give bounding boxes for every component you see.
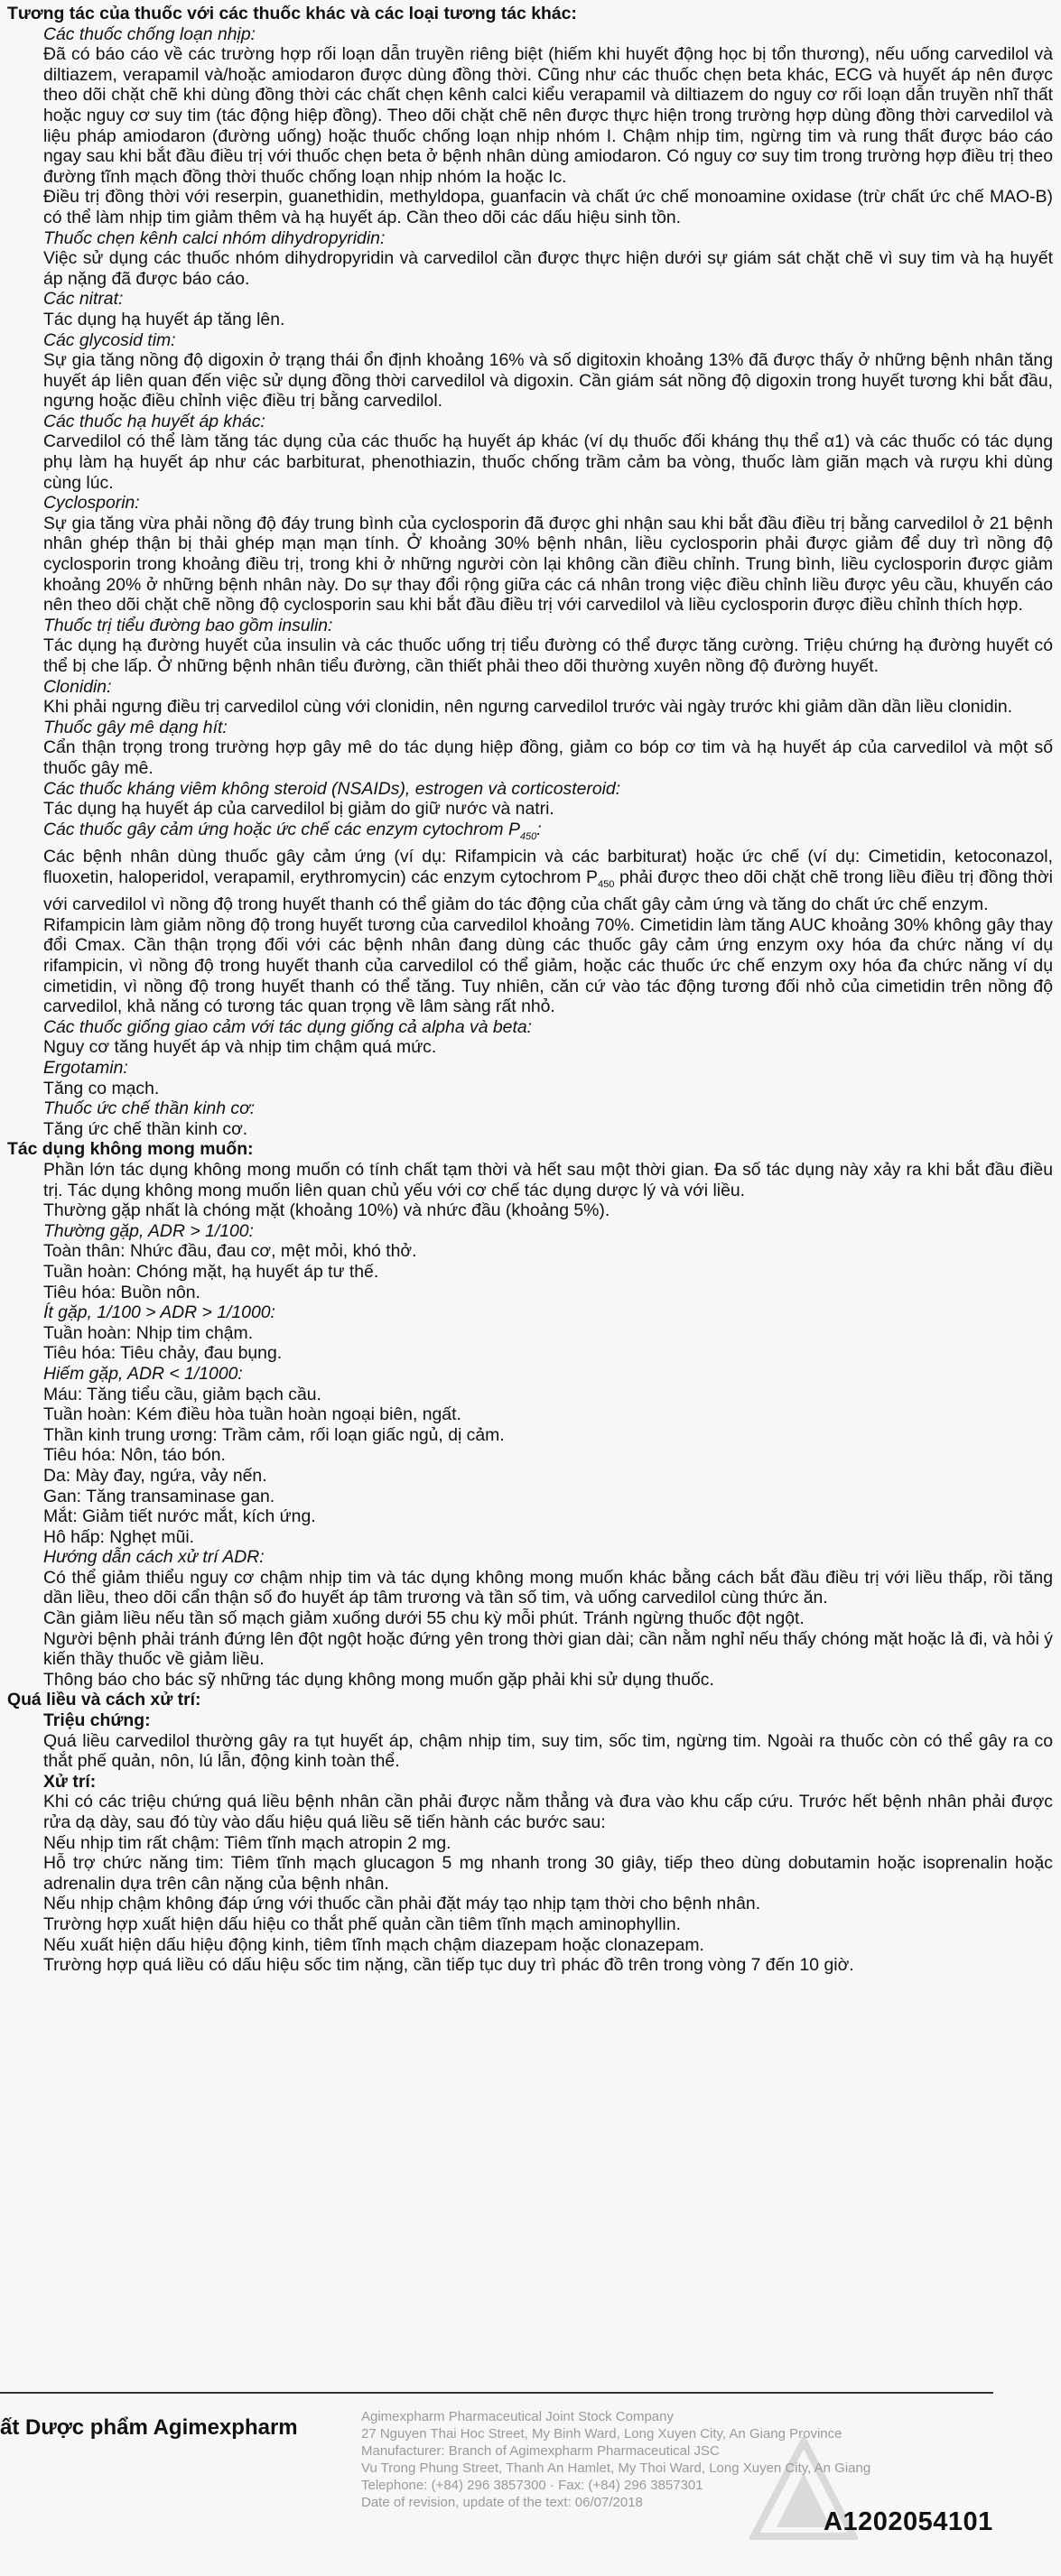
ergotamine-heading: Ergotamin: <box>43 1058 128 1079</box>
antiarrhythmic-text: Đã có báo cáo về các trường hợp rối loạn dẫn truyền riêng biệt (hiếm khi huyết động học bị tổn thương), nếu uống carvedilol và diltiazem, verapamil và/hoặc amiodaron được dùng đồng thời. Cũng như các thuốc chẹn beta khác, ECG và huyết áp nên được theo dõi chặt chẽ khi dùng đồng thời các chất chẹn kênh calci kiểu verapamil và diltiazem do nguy cơ rối loạn dẫn truyền nhĩ thất hoặc nguy cơ suy tim (tác động hiệp đồng). Theo dõi chặt chẽ nên được thực hiện trong trường hợp dùng đồng thời carvedilol và liệu pháp amiodaron (đường uống) hoặc thuốc chống loạn nhịp nhóm I. Chậm nhịp tim, ngừng tim và rung thất được báo cáo ngay sau khi bắt đầu điều trị với thuốc chẹn beta ở bệnh nhân dùng amiodaron. Có nguy cơ suy tim trong trường hợp điều trị theo đường tĩnh mạch đồng thời thuốc chống loạn nhịp nhóm Ia hoặc Ic. <box>43 44 1053 187</box>
nitrate-heading: Các nitrat: <box>43 289 124 310</box>
anesthetic-text: Cẩn thận trọng trong trường hợp gây mê do tác dụng hiệp đồng, giảm co bóp cơ tim và hạ huyết áp của carvedilol và một số thuốc gây mê. <box>43 737 1053 778</box>
management-item: Cần giảm liều nếu tần số mạch giảm xuống dưới 55 chu kỳ mỗi phút. Tránh ngừng thuốc đột ngột. <box>43 1608 805 1629</box>
adverse-item: Tiêu hóa: Buồn nôn. <box>43 1282 200 1302</box>
nsaid-text: Tác dụng hạ huyết áp của carvedilol bị giảm do giữ nước và natri. <box>43 799 554 820</box>
treatment-item: Hỗ trợ chức năng tim: Tiêm tĩnh mạch glucagon 5 mg nhanh trong 30 giây, tiếp theo dùng dobutamin hoặc isoprenalin hoặc adrenalin dựa trên cân nặng của bệnh nhân. <box>43 1853 1053 1894</box>
symptoms-heading: Triệu chứng: <box>43 1710 151 1731</box>
show-through-text <box>361 2408 1047 2511</box>
adverse-common-note: Thường gặp nhất là chóng mặt (khoảng 10%) và nhức đầu (khoảng 5%). <box>43 1200 610 1221</box>
ghost-line: 27 Nguyen Thai Hoc Street, My Binh Ward, Long Xuyen City, An Giang Province <box>361 2426 842 2442</box>
dihydropyridine-text: Việc sử dụng các thuốc nhóm dihydropyridin và carvedilol cần được thực hiện dưới sự giám sát chặt chẽ vì suy tim và hạ huyết áp nặng đã được báo cáo. <box>43 248 1053 289</box>
ghost-line: Telephone: (+84) 296 3857300 · Fax: (+84) 296 3857301 <box>361 2478 703 2493</box>
cyp-heading <box>7 820 1053 847</box>
antihypertensive-heading: Các thuốc hạ huyết áp khác: <box>43 411 265 431</box>
management-item: Có thể giảm thiểu nguy cơ chậm nhịp tim và tác dụng không mong muốn khác bằng cách bắt đầu điều trị với liều thấp, rồi tăng dần liều, theo dõi cẩn thận số đo huyết áp tâm trương và tần số tim, và uống carvedilol cùng thức ăn. <box>43 1567 1053 1608</box>
clonidine-heading: Clonidin: <box>43 676 112 697</box>
adverse-item: Gan: Tăng transaminase gan. <box>43 1486 275 1506</box>
clonidine-text: Khi phải ngưng điều trị carvedilol cùng với clonidin, nên ngưng carvedilol trước vài ngày trước khi giảm dần dần liều clonidin. <box>43 697 1013 718</box>
interactions-heading: Tương tác của thuốc với các thuốc khác và các loại tương tác khác: <box>7 4 577 23</box>
adverse-heading: Tác dụng không mong muốn: <box>7 1139 254 1160</box>
treatment-item: Nếu nhịp tim rất chậm: Tiêm tĩnh mạch atropin 2 mg. <box>43 1832 451 1853</box>
glycoside-text: Sự gia tăng nồng độ digoxin ở trạng thái ổn định khoảng 16% và số digitoxin khoảng 13% đã được thấy ở những bệnh nhân tăng huyết áp liên quan đến việc sử dụng đồng thời carvedilol và digoxin. Cần giám sát nồng độ digoxin trong huyết tương khi bắt đầu, ngưng hoặc điều chỉnh việc điều trị bằng carvedilol. <box>43 350 1053 412</box>
adverse-item: Mắt: Giảm tiết nước mắt, kích ứng. <box>43 1506 316 1527</box>
ghost-line: Agimexpharm Pharmaceutical Joint Stock Company <box>361 2409 674 2424</box>
reserpine-text: Điều trị đồng thời với reserpin, guanethidin, methyldopa, guanfacin và chất ức chế monoamine oxidase (trừ chất ức chế MAO-B) có thể làm nhịp tim giảm thêm và hạ huyết áp. Cần theo dõi các dấu hiệu sinh tồn. <box>43 187 1053 227</box>
antiarrhythmic-heading: Các thuốc chống loạn nhịp: <box>43 23 256 44</box>
antihypertensive-text: Carvedilol có thể làm tăng tác dụng của các thuốc hạ huyết áp khác (ví dụ thuốc đối kháng thụ thể α1) và các thuốc có tác dụng phụ làm hạ huyết áp như các barbiturat, phenothiazin, thuốc chống trầm cảm ba vòng, thuốc làm giãn mạch và rượu khi dùng cùng lúc. <box>43 431 1053 493</box>
footer-divider <box>0 2392 993 2394</box>
ghost-line: Date of revision, update of the text: 06/07/2018 <box>361 2495 643 2510</box>
treatment-item: Trường hợp xuất hiện dấu hiệu co thắt phế quản cần tiêm tĩnh mạch aminophyllin. <box>43 1913 682 1934</box>
insulin-heading: Thuốc trị tiểu đường bao gồm insulin: <box>43 615 333 635</box>
anesthetic-heading: Thuốc gây mê dạng hít: <box>43 717 228 737</box>
symptoms-text: Quá liều carvedilol thường gây ra tụt huyết áp, chậm nhịp tim, suy tim, sốc tim, ngừng tim. Ngoài ra thuốc còn có thể gây ra co thắt phế quản, nôn, lú lẫn, động kinh toàn thể. <box>43 1730 1053 1772</box>
uncommon-heading: Ít gặp, 1/100 > ADR > 1/1000: <box>43 1302 275 1323</box>
cyp-heading-text: Các thuốc gây cảm ứng hoặc ức chế các enzym cytochrom P <box>43 819 520 839</box>
cyp-text-sub: 450 <box>597 878 615 890</box>
ghost-line: Vu Trong Phung Street, Thanh An Hamlet, My Thoi Ward, Long Xuyen City, An Giang <box>361 2460 871 2476</box>
adverse-item: Tuần hoàn: Chóng mặt, hạ huyết áp tư thế. <box>43 1261 379 1282</box>
glycoside-heading: Các glycosid tim: <box>43 329 176 350</box>
treatment-heading: Xử trí: <box>43 1771 97 1792</box>
company-name: ất Dược phẩm Agimexpharm <box>0 2415 298 2440</box>
nsaid-heading: Các thuốc kháng viêm không steroid (NSAIDs), estrogen và corticosteroid: <box>43 778 621 799</box>
adverse-item: Tiêu hóa: Nôn, táo bón. <box>43 1445 226 1466</box>
insulin-text: Tác dụng hạ đường huyết của insulin và các thuốc uống trị tiểu đường có thể được tăng cường. Triệu chứng hạ đường huyết có thể bị che lấp. Ở những bệnh nhân tiểu đường, cần thiết phải theo dõi thường xuyên nồng độ đường huyết. <box>43 635 1053 676</box>
cyp-heading-sub: 450 <box>519 830 537 842</box>
treatment-item: Nếu nhịp chậm không đáp ứng với thuốc cần phải đặt máy tạo nhịp tạm thời cho bệnh nhân. <box>43 1894 761 1914</box>
treatment-item: Nếu xuất hiện dấu hiệu động kinh, tiêm tĩnh mạch chậm diazepam hoặc clonazepam. <box>43 1934 704 1955</box>
neuromuscular-text: Tăng ức chế thần kinh cơ. <box>43 1118 248 1139</box>
cyp-text-b: phải được theo dõi chặt chẽ trong liều điều trị đồng thời với carvedilol vì nồng độ trong huyết thanh có thể giảm do tác động của chất gây cảm ứng và tăng do chất ức chế enzym. <box>43 866 1053 915</box>
adverse-item: Tiêu hóa: Tiêu chảy, đau bụng. <box>43 1343 283 1364</box>
adverse-item: Máu: Tăng tiểu cầu, giảm bạch cầu. <box>43 1384 321 1404</box>
nitrate-text: Tác dụng hạ huyết áp tăng lên. <box>43 309 285 329</box>
adverse-item: Da: Mày đay, ngứa, vảy nến. <box>43 1465 267 1486</box>
overdose-heading: Quá liều và cách xử trí: <box>7 1690 201 1710</box>
ghost-line: Manufacturer: Branch of Agimexpharm Pharmaceutical JSC <box>361 2443 720 2459</box>
common-heading: Thường gặp, ADR > 1/100: <box>43 1220 254 1241</box>
document-code: A1202054101 <box>824 2507 993 2536</box>
management-item: Thông báo cho bác sỹ những tác dụng không mong muốn gặp phải khi sử dụng thuốc. <box>43 1669 714 1690</box>
management-item: Người bệnh phải tránh đứng lên đột ngột hoặc đứng yên trong thời gian dài; cần nằm nghỉ nếu thấy chóng mặt hoặc lả đi, và hỏi ý kiến thầy thuốc về giảm liều. <box>43 1628 1053 1670</box>
cyp-text <box>7 847 1053 915</box>
management-heading: Hướng dẫn cách xử trí ADR: <box>43 1547 265 1568</box>
dihydropyridine-heading: Thuốc chẹn kênh calci nhóm dihydropyridin: <box>43 227 386 248</box>
adverse-item: Hô hấp: Nghẹt mũi. <box>43 1526 195 1547</box>
rifampicin-text: Rifampicin làm giảm nồng độ trong huyết tương của carvedilol khoảng 70%. Cimetidin làm tăng AUC khoảng 30% không gây thay đổi Cmax. Cần thận trọng đối với các bệnh nhân đang dùng các thuốc gây cảm ứng enzym oxy hóa đa chức năng ví dụ rifampicin, vì nồng độ trong huyết thanh của carvedilol có thể giảm, hoặc các thuốc ức chế enzym oxy hóa đa chức năng ví dụ cimetidin, vì nồng độ trong huyết thanh có thể tăng. Tuy nhiên, căn cứ vào tác động tương đối nhỏ của cimetidin trên nồng độ carvedilol, khả năng có tương tác quan trọng về lâm sàng rất nhỏ. <box>43 914 1053 1017</box>
cyclosporin-heading: Cyclosporin: <box>43 493 140 514</box>
adverse-item: Toàn thân: Nhức đầu, đau cơ, mệt mỏi, khó thở. <box>43 1241 417 1262</box>
cyclosporin-text: Sự gia tăng vừa phải nồng độ đáy trung bình của cyclosporin đã được ghi nhận sau khi bắt đầu điều trị bằng carvedilol ở 21 bệnh nhân ghép thận bị thải ghép mạn mạn tính. Ở khoảng 30% bệnh nhân, liều cyclosporin phải được giảm để duy trì nồng độ cyclosporin trong khoảng điều trị, trong khi ở những người còn lại không cần điều chỉnh. Trung bình, liều cyclosporin được giảm khoảng 20% ở những bệnh nhân này. Do sự thay đổi rộng giữa các cá nhân trong việc điều chỉnh liều được yêu cầu, khuyến cáo nên theo dõi chặt chẽ nồng độ cyclosporin sau khi bắt đầu điều trị với carvedilol và liều cyclosporin được điều chỉnh thích hợp. <box>43 513 1053 616</box>
cyp-heading-suffix: : <box>536 819 542 839</box>
sympathomimetic-text: Nguy cơ tăng huyết áp và nhịp tim chậm quá mức. <box>43 1037 437 1058</box>
adverse-item: Tuần hoàn: Kém điều hòa tuần hoàn ngoại biên, ngất. <box>43 1404 461 1425</box>
adverse-item: Thần kinh trung ương: Trầm cảm, rối loạn giấc ngủ, dị cảm. <box>43 1424 505 1445</box>
treatment-item: Trường hợp quá liều có dấu hiệu sốc tim nặng, cần tiếp tục duy trì phác đồ trên trong vòng 7 đến 10 giờ. <box>43 1955 854 1976</box>
cyp-text-a: Các bệnh nhân dùng thuốc gây cảm ứng (ví dụ: Rifampicin và các barbiturat) hoặc ức chế (ví dụ: Cimetidin, ketoconazol, fluoxetin, haloperidol, verapamil, erythromycin) các enzym cytochrom P <box>43 847 1053 887</box>
ergotamine-text: Tăng co mạch. <box>43 1078 160 1098</box>
adverse-intro: Phần lớn tác dụng không mong muốn có tính chất tạm thời và hết sau một thời gian. Đa số tác dụng này xảy ra khi bắt đầu điều trị. Tác dụng không mong muốn liên quan chủ yếu với cơ chế tác dụng dược lý và với liều. <box>43 1160 1053 1200</box>
rare-heading: Hiếm gặp, ADR < 1/1000: <box>43 1363 243 1384</box>
sympathomimetic-heading: Các thuốc giống giao cảm với tác dụng giống cả alpha và beta: <box>43 1016 533 1037</box>
treatment-item: Khi có các triệu chứng quá liều bệnh nhân cần phải được nằm thẳng và đưa vào khu cấp cứu. Trước hết bệnh nhân phải được rửa dạ dày, sau đó tùy vào dấu hiệu quá liều sẽ tiến hành các bước sau: <box>43 1792 1053 1832</box>
leaflet-content <box>7 4 1053 1976</box>
adverse-item: Tuần hoàn: Nhịp tim chậm. <box>43 1322 254 1343</box>
neuromuscular-heading: Thuốc ức chế thần kinh cơ: <box>43 1098 256 1119</box>
